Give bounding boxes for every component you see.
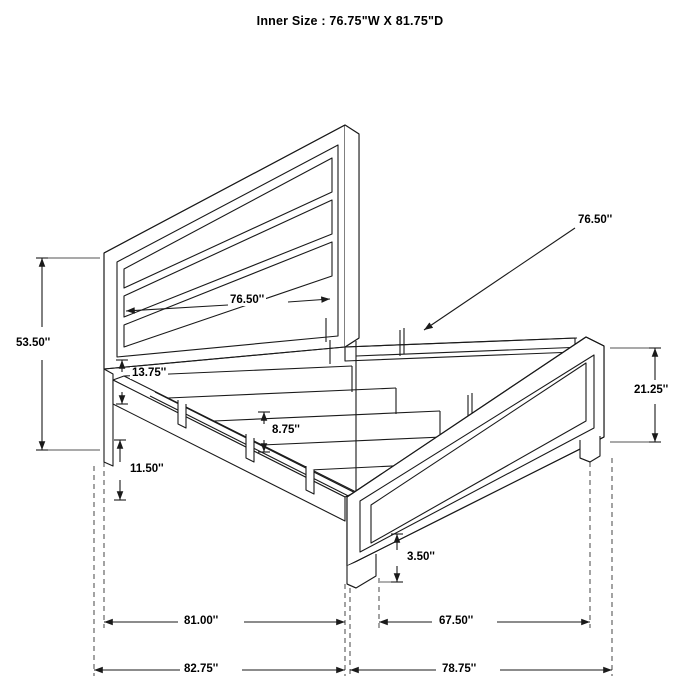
dim-label-slat-clearance-mid: 8.75'' xyxy=(272,424,300,436)
dim-label-footboard-height: 21.25'' xyxy=(634,384,669,396)
dim-label-headboard-height: 53.50'' xyxy=(16,337,51,349)
dim-label-rail-height-front: 11.50'' xyxy=(130,463,164,475)
dim-label-overall-width-inner: 67.50'' xyxy=(439,615,474,627)
dim-label-top-rail-width: 76.50'' xyxy=(578,214,613,226)
bed-outline-group xyxy=(104,125,604,588)
dim-label-overall-length-inner: 81.00'' xyxy=(184,615,219,627)
dim-label-overall-width-outer: 78.75'' xyxy=(442,663,477,675)
page-title: Inner Size : 76.75"W X 81.75"D xyxy=(256,14,444,28)
dim-label-footboard-leg-height: 3.50'' xyxy=(407,551,435,563)
dim-label-headboard-width: 76.50'' xyxy=(230,294,265,306)
dim-label-slat-clearance-upper: 13.75'' xyxy=(132,367,167,379)
dim-label-overall-length-outer: 82.75'' xyxy=(184,663,219,675)
